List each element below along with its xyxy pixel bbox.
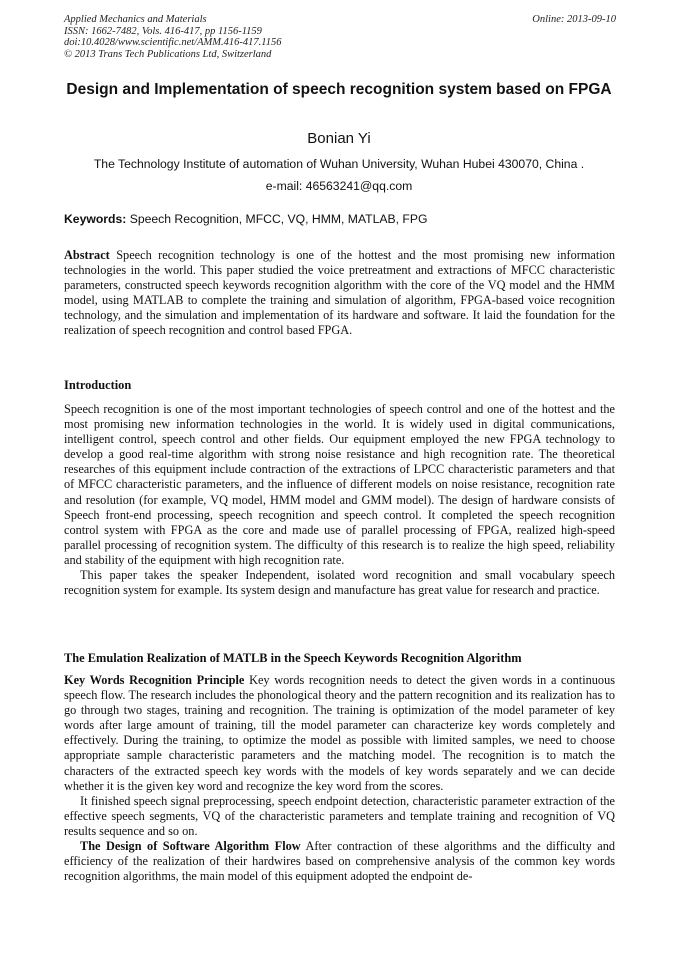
keywords-line <box>64 212 616 227</box>
copyright-line: © 2013 Trans Tech Publications Ltd, Switzerland <box>64 48 272 60</box>
paragraph-text: Key words recognition needs to detect the given words in a continuous speech flow. The research includes the phonological theory and the pattern recognition and its realization has to go through two stages, training and recognition. The training is optimization of the model parameter of key words after large amount of training, till the model parameter can characterize key words completely and effectively. During the training, to optimize the model as possible with limited samples, we need to choose appropriate sample characteristic parameters and the matching model. The recognition is to match the characters of the extracted speech key words with the models of key words separately and we can decide whether it is the given key word and recognize the key word from the scores. <box>64 673 616 793</box>
publication-header <box>64 14 616 60</box>
author-affiliation: The Technology Institute of automation of Wuhan University, Wuhan Hubei 430070, China . <box>93 157 585 171</box>
author-name: Bonian Yi <box>307 130 371 147</box>
introduction-heading: Introduction <box>64 378 132 392</box>
paragraph-lead: Key Words Recognition Principle <box>64 673 245 687</box>
journal-name: Applied Mechanics and Materials <box>64 14 207 25</box>
keywords-text: Speech Recognition, MFCC, VQ, HMM, MATLAB, FPG <box>129 212 428 226</box>
introduction-paragraph: Speech recognition is one of the most important technologies of speech control and one of the hottest and the most promising new information technologies in the world. It is widely used in digital communications, intelligent control, speech control and other fields. Our equipment employed the new FPGA technology to develop a good real-time algorithm with strong noise resistance and high recognition rate. The theoretical researches of this equipment include contraction of the extractions of LPCC characteristic parameters and that of MFCC characteristic parameters, and the influence of different models on noise resistance, recognition rate and resolution (for example, VQ model, HMM model and GMM model). The design of hardware consists of Speech front-end processing, speech recognition and speech control. It completed the speech recognition control system with FPGA as the core and made use of parallel processing of FPGA, realized high-speed parallel processing of recognition system. The difficulty of this research is to realize the high speed, reliability and stability of the equipment with high recognition rate. <box>64 402 615 567</box>
paper-title: Design and Implementation of speech recognition system based on FPGA <box>66 81 612 98</box>
issn-line: ISSN: 1662-7482, Vols. 416-417, pp 1156-1159 <box>64 25 262 37</box>
abstract-label: Abstract <box>64 248 110 262</box>
online-date: Online: 2013-09-10 <box>532 14 616 25</box>
author-email: e-mail: 46563241@qq.com <box>265 179 413 193</box>
section-heading: The Emulation Realization of MATLB in the Speech Keywords Recognition Algorithm <box>64 651 522 665</box>
paragraph-lead: The Design of Software Algorithm Flow <box>80 839 301 854</box>
keywords-label: Keywords: <box>64 212 127 226</box>
abstract-block <box>64 248 615 339</box>
paragraph-text: It finished speech signal preprocessing, speech endpoint detection, characteristic parameter extraction of the effective speech segments, VQ of the characteristic parameters and template training and recognition of VQ results sequence and so on. <box>64 793 615 838</box>
introduction-body <box>64 402 615 598</box>
section-body <box>64 673 615 884</box>
introduction-paragraph: This paper takes the speaker Independent, isolated word recognition and small vocabulary speech recognition system for example. Its system design and manufacture has great value for research and practice. <box>64 568 615 598</box>
abstract-text: Speech recognition technology is one of the hottest and the most promising new information technologies in the world. This paper studied the voice pretreatment and extractions of MFCC characteristic parameters, constructed speech keywords recognition algorithm with the core of the VQ model and the HMM model, using MATLAB to complete the training and simulation of algorithm, FPGA-based voice recognition technology, and the simulation and implementation of its hardware and software. It laid the foundation for the realization of speech recognition and control based FPGA. <box>64 248 615 338</box>
paragraph-text: After contraction of these algorithms and the difficulty and efficiency of the realization of their hardwires based on comprehensive analysis of the common key words recognition algorithms, the main model of this equipment adopted the endpoint de- <box>64 839 616 884</box>
doi-line: doi:10.4028/www.scientific.net/AMM.416-417.1156 <box>64 37 282 49</box>
